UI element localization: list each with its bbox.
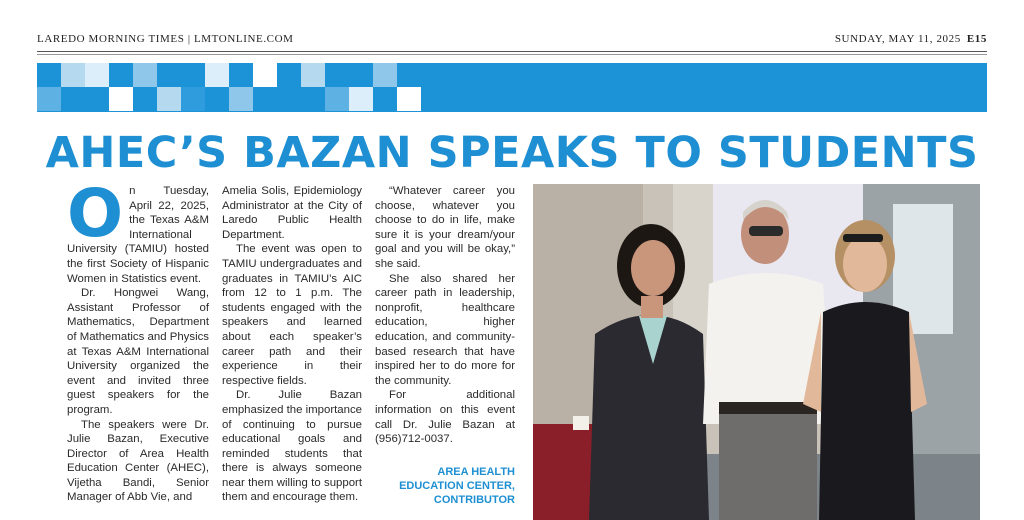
credit-line: EDUCATION CENTER, [399, 479, 515, 492]
article-column-1 [67, 175, 209, 505]
masthead-rule [37, 51, 987, 52]
drop-cap: O [67, 175, 124, 252]
article-paragraph: Dr. Julie Bazan emphasized the importance of continuing to pursue educational goals and reminded students that there is always someone near them willing to support them and encourage them. [222, 389, 362, 504]
section-banner [37, 63, 987, 112]
headline: AHEC’S BAZAN SPEAKS TO STUDENTS [45, 128, 979, 178]
lead-text: n Tuesday, April 22, 2025, the Texas A&M International University (TAMIU) hosted the first Society of Hispanic Women in Statistics event. [67, 185, 209, 285]
article-paragraph: Amelia Solis, Epidemiology Administrator at the City of Laredo Public Health Department. [222, 185, 362, 241]
masthead-rule-thin [37, 54, 987, 55]
article-paragraph: “Whatever career you choose, whatever you choose to do in life, make sure it is your dream/your goal and you will be okay,” she said. [375, 185, 515, 270]
credit-line: CONTRIBUTOR [433, 493, 515, 506]
date-text: SUNDAY, MAY 11, 2025 [834, 33, 961, 45]
article-paragraph: The speakers were Dr. Julie Bazan, Executive Director of Area Health Education Center (AHEC), Vijetha Bandi, Senior Manager of Abb Vie, and [67, 418, 209, 504]
article-paragraph: For additional information on this event call Dr. Julie Bazan at (956)712-0037. [375, 389, 515, 446]
article-paragraph: Dr. Hongwei Wang, Assistant Professor of Mathematics, Department of Mathematics and Physics at Texas A&M International University organized the event and invited three guest speakers for the program. [67, 287, 209, 416]
page-number: E15 [966, 33, 987, 45]
article-paragraph [67, 175, 209, 286]
paper-name: LAREDO MORNING TIMES | LMTONLINE.COM [37, 33, 294, 45]
article-column-2 [222, 184, 362, 505]
photo-credit [375, 465, 515, 507]
masthead [37, 31, 987, 49]
article-paragraph: The event was open to TAMIU undergraduates and graduates in TAMIU’s AIC from 12 to 1 p.m. The students engaged with the speakers and learned about each speaker’s career path and their experience in their respective fields. [222, 243, 362, 387]
issue-date [835, 33, 987, 45]
article-paragraph: She also shared her career path in leadership, nonprofit, healthcare education, higher education, and community-based research that have inspired her to do more for the community. [375, 272, 515, 387]
credit-line: AREA HEALTH [437, 465, 515, 478]
photo-illustration [533, 184, 980, 520]
article-photo [533, 184, 980, 520]
article-column-3 [375, 184, 515, 507]
